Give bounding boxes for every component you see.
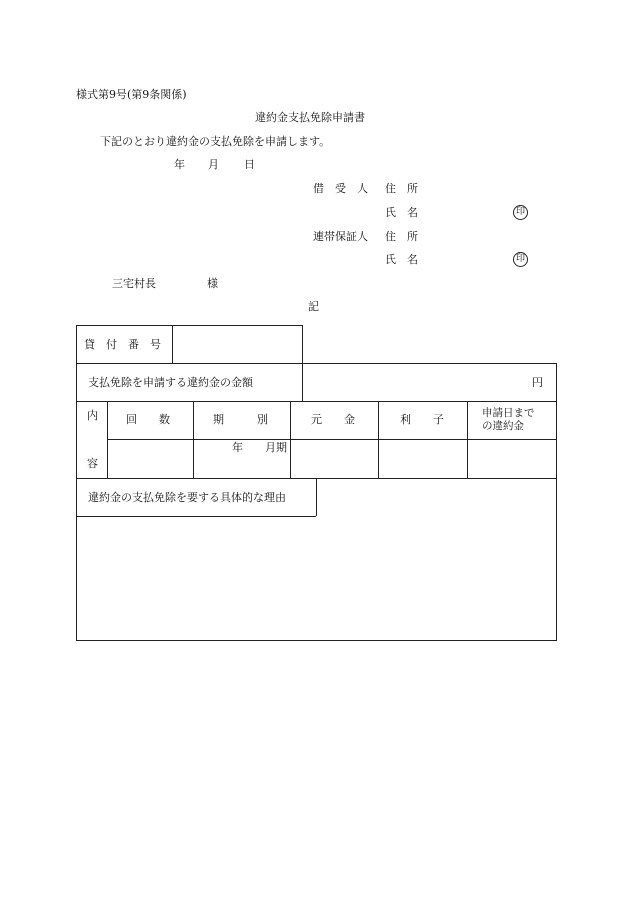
guarantor-address-label: 住 所	[385, 230, 418, 243]
column-interest: 利 子	[400, 413, 444, 426]
column-penalty-line2: の違約金	[482, 420, 524, 432]
date-month: 月	[208, 158, 219, 171]
guarantor-seal-icon: 印	[513, 252, 528, 267]
column-penalty-line1: 申請日まで	[482, 407, 535, 419]
guarantor-name-label: 氏 名	[385, 253, 418, 266]
reason-field[interactable]	[78, 518, 554, 638]
borrower-name-label: 氏 名	[385, 206, 418, 219]
period-value: 年 月期	[232, 441, 287, 454]
date-year: 年	[174, 158, 185, 171]
amount-field[interactable]	[304, 365, 524, 400]
addressee-honorific: 様	[207, 277, 218, 290]
column-principal: 元 金	[311, 413, 355, 426]
detail-label-bottom: 容	[87, 457, 98, 470]
penalty-field[interactable]	[469, 441, 554, 476]
note-heading: 記	[308, 300, 319, 313]
principal-field[interactable]	[292, 441, 376, 476]
loan-number-label: 貸 付 番 号	[84, 338, 161, 351]
loan-number-field[interactable]	[174, 327, 300, 362]
guarantor-role: 連帯保証人	[313, 230, 368, 243]
detail-label-top: 内	[87, 409, 98, 422]
installment-field[interactable]	[109, 441, 191, 476]
date-day: 日	[244, 158, 255, 171]
borrower-address-label: 住 所	[385, 182, 418, 195]
amount-unit: 円	[532, 376, 543, 389]
intro-text: 下記のとおり違約金の支払免除を申請します。	[100, 135, 331, 148]
form-title: 違約金支払免除申請書	[255, 111, 365, 124]
borrower-seal-icon: 印	[513, 205, 528, 220]
form-number: 様式第9号(第9条関係)	[76, 88, 187, 101]
reason-label: 違約金の支払免除を要する具体的な理由	[88, 491, 286, 504]
column-period: 期 別	[213, 413, 268, 426]
addressee-name: 三宅村長	[112, 277, 156, 290]
column-installment: 回 数	[126, 413, 170, 426]
interest-field[interactable]	[380, 441, 465, 476]
amount-label: 支払免除を申請する違約金の金額	[88, 376, 253, 389]
borrower-role: 借 受 人	[313, 182, 368, 195]
